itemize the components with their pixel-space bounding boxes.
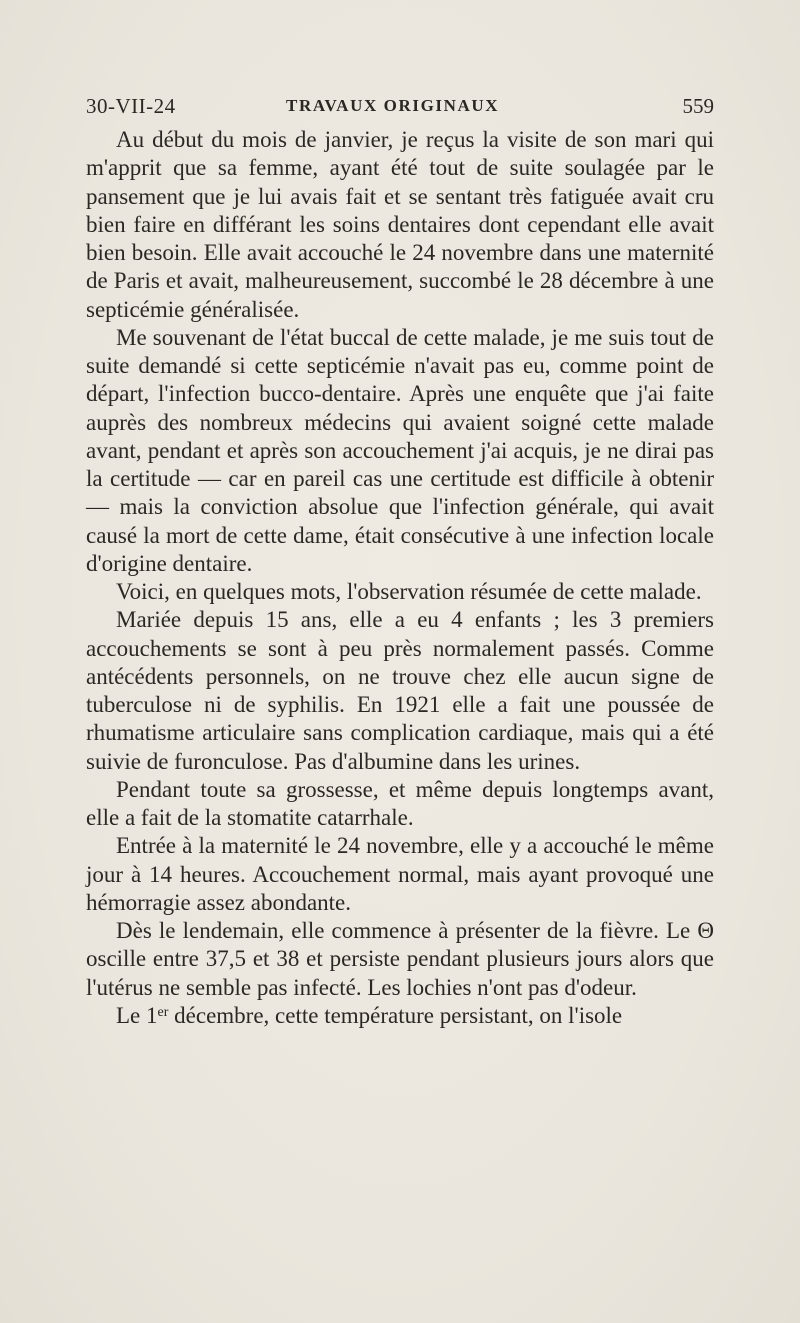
page-number: 559 [682, 94, 714, 118]
issue-date: 30-VII-24 [86, 94, 176, 118]
paragraph-8-start: Le 1 [116, 1002, 158, 1028]
paragraph-7: Dès le lendemain, elle commence à présenter de la fièvre. Le Θ oscille entre 37,5 et 38 et persiste pendant plusieurs jours alors que l'utérus ne semble pas infecté. Les lochies n'ont pas d'odeur. [86, 918, 714, 1000]
paragraph-6: Entrée à la maternité le 24 novembre, elle y a accouché le même jour à 14 heures. Accouchement normal, mais ayant provoqué une hémorragie assez abondante. [86, 833, 714, 915]
running-head [86, 94, 714, 124]
body-text [86, 126, 714, 1030]
paragraph-2: Me souvenant de l'état buccal de cette malade, je me suis tout de suite demandé si cette septicémie n'avait pas eu, comme point de départ, l'infection bucco-dentaire. Après une enquête que j'ai faite auprès des nombreux médecins qui avaient soigné cette malade avant, pendant et après son accouchement j'ai acquis, je ne dirai pas la certitude — car en pareil cas une certitude est difficile à obtenir — mais la conviction absolue que l'infection générale, qui avait causé la mort de cette dame, était consécutive à une infection locale d'origine dentaire. [86, 324, 714, 576]
paragraph-8 [86, 1002, 714, 1030]
section-title: TRAVAUX ORIGINAUX [286, 96, 500, 115]
paragraph-8-rest: décembre, cette température persistant, on l'isole [168, 1002, 623, 1028]
paragraph-5: Pendant toute sa grossesse, et même depuis longtemps avant, elle a fait de la stomatite catarrhale. [86, 776, 714, 830]
paragraph-4: Mariée depuis 15 ans, elle a eu 4 enfants ; les 3 premiers accouchements se sont à peu près normalement passés. Comme antécédents personnels, on ne trouve chez elle aucun signe de tuberculose ni de syphilis. En 1921 elle a fait une poussée de rhumatisme articulaire sans complication cardiaque, mais qui a été suivie de furonculose. Pas d'albumine dans les urines. [86, 607, 714, 774]
ordinal-superscript: er [157, 1004, 169, 1020]
paragraph-1: Au début du mois de janvier, je reçus la visite de son mari qui m'apprit que sa femme, ayant été tout de suite soulagée par le pansement que je lui avais fait et se sentant très fatiguée avait cru bien faire en différant les soins dentaires dont cependant elle avait bien besoin. Elle avait accouché le 24 novembre dans une maternité de Paris et avait, malheureusement, succombé le 28 décembre à une septicémie généralisée. [86, 127, 714, 322]
paragraph-3: Voici, en quelques mots, l'observation résumée de cette malade. [116, 579, 702, 604]
